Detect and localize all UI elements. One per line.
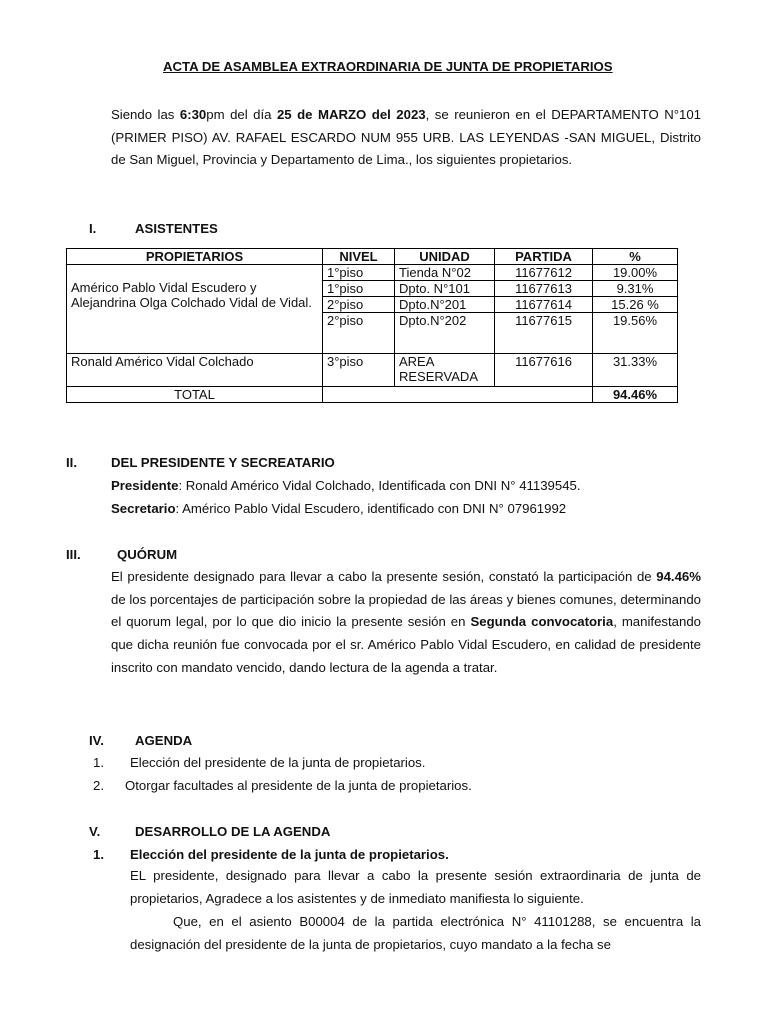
header-propietarios: PROPIETARIOS: [67, 249, 323, 265]
meeting-date: 25 de MARZO del 2023: [276, 107, 426, 122]
nivel-cell: 1°piso: [323, 265, 395, 281]
intro-text-1: Siendo las: [111, 107, 180, 122]
quorum-text-3: , manifestando que dicha reunión fue convocada por el sr. Américo Pablo Vidal Escudero, en calidad de presidente inscrito con mandato vencido, dando lectura de la agenda a tratar.: [111, 614, 701, 675]
total-label: TOTAL: [67, 387, 323, 403]
section-5-title: DESARROLLO DE LA AGENDA: [135, 824, 331, 839]
header-unidad: UNIDAD: [395, 249, 495, 265]
nivel-cell: 2°piso: [323, 313, 395, 354]
president-line: [111, 478, 581, 493]
section-3-title: QUÓRUM: [117, 547, 178, 562]
section-5-number: V.: [89, 824, 101, 839]
header-percent: %: [593, 249, 678, 265]
quorum-text-1: El presidente designado para llevar a cabo la presente sesión, constató la participación de: [111, 569, 657, 584]
nivel-cell: 1°piso: [323, 281, 395, 297]
intro-text-3: , se reunieron en el DEPARTAMENTO N°101 (PRIMER PISO) AV. RAFAEL ESCARDO NUM 955 URB. LAS LEYENDAS -SAN MIGUEL, Distrito de San Miguel, Provincia y Departamento de Lima., los siguientes propietarios.: [111, 107, 702, 168]
agenda-item-1-number: 1.: [93, 755, 104, 770]
president-text: : Ronald Américo Vidal Colchado, Identificada con DNI N° 41139545.: [178, 478, 581, 493]
unidad-cell: AREA RESERVADA: [395, 354, 495, 387]
unidad-cell: Dpto.N°201: [395, 297, 495, 313]
section-4-title: AGENDA: [135, 733, 193, 748]
subsection-1-number: 1.: [93, 847, 104, 862]
subsection-1-title: Elección del presidente de la junta de propietarios.: [130, 847, 449, 862]
meeting-time: 6:30: [179, 107, 207, 122]
section-1-number: I.: [89, 221, 97, 236]
table-row: [67, 354, 678, 387]
percent-cell: 19.00%: [593, 265, 678, 281]
table-total-row: [67, 387, 678, 403]
agenda-item-2-number: 2.: [93, 778, 104, 793]
convocatoria-label: Segunda convocatoria: [470, 614, 614, 630]
attendees-table: [66, 248, 678, 403]
president-label: Presidente: [111, 478, 179, 493]
section-4-number: IV.: [89, 733, 104, 748]
total-empty-cell: [323, 387, 593, 403]
owner-cell: Américo Pablo Vidal Escudero y Alejandrina Olga Colchado Vidal de Vidal.: [67, 265, 323, 354]
development-paragraph-2: Que, en el asiento B00004 de la partida electrónica N° 41101288, se encuentra la designación del presidente de la junta de propietarios, cuyo mandato a la fecha se: [130, 914, 701, 952]
quorum-paragraph: [111, 566, 701, 680]
partida-cell: 11677616: [495, 354, 593, 387]
partida-cell: 11677614: [495, 297, 593, 313]
quorum-percent: 94.46%: [656, 569, 701, 584]
owner-cell: Ronald Américo Vidal Colchado: [67, 354, 323, 387]
percent-cell: 15.26 %: [593, 297, 678, 313]
secretary-line: [111, 501, 566, 516]
percent-cell: 9.31%: [593, 281, 678, 297]
header-partida: PARTIDA: [495, 249, 593, 265]
partida-cell: 11677615: [495, 313, 593, 354]
secretary-label: Secretario: [111, 501, 176, 516]
intro-text-2: pm del día: [206, 107, 277, 122]
secretary-text: : Américo Pablo Vidal Escudero, identificado con DNI N° 07961992: [175, 501, 567, 516]
section-2-title: DEL PRESIDENTE Y SECREATARIO: [111, 455, 335, 470]
table-header-row: [67, 249, 678, 265]
partida-cell: 11677612: [495, 265, 593, 281]
section-3-number: III.: [66, 547, 81, 562]
unidad-cell: Dpto.N°202: [395, 313, 495, 354]
unidad-cell: Dpto. N°101: [395, 281, 495, 297]
agenda-item-1-text: Elección del presidente de la junta de propietarios.: [130, 755, 426, 770]
quorum-text-2: de los porcentajes de participación sobre la propiedad de las áreas y bienes comunes, determinando el quorum legal, por lo que dio inicio la presente sesión en: [111, 591, 701, 630]
intro-paragraph: [111, 104, 701, 172]
agenda-item-2-text: Otorgar facultades al presidente de la junta de propietarios.: [125, 778, 472, 793]
total-value: 94.46%: [593, 387, 678, 403]
nivel-cell: 3°piso: [323, 354, 395, 387]
development-paragraph-1: EL presidente, designado para llevar a cabo la presente sesión extraordinaria de junta de propietarios, Agradece a los asistentes y de inmediato manifiesta lo siguiente.: [130, 868, 701, 906]
section-1-title: ASISTENTES: [135, 221, 218, 236]
unidad-cell: Tienda N°02: [395, 265, 495, 281]
document-title: ACTA DE ASAMBLEA EXTRAORDINARIA DE JUNTA DE PROPIETARIOS: [163, 59, 613, 74]
partida-cell: 11677613: [495, 281, 593, 297]
nivel-cell: 2°piso: [323, 297, 395, 313]
header-nivel: NIVEL: [323, 249, 395, 265]
percent-cell: 19.56%: [593, 313, 678, 354]
table-row: [67, 265, 678, 281]
section-2-number: II.: [66, 455, 77, 470]
percent-cell: 31.33%: [593, 354, 678, 387]
